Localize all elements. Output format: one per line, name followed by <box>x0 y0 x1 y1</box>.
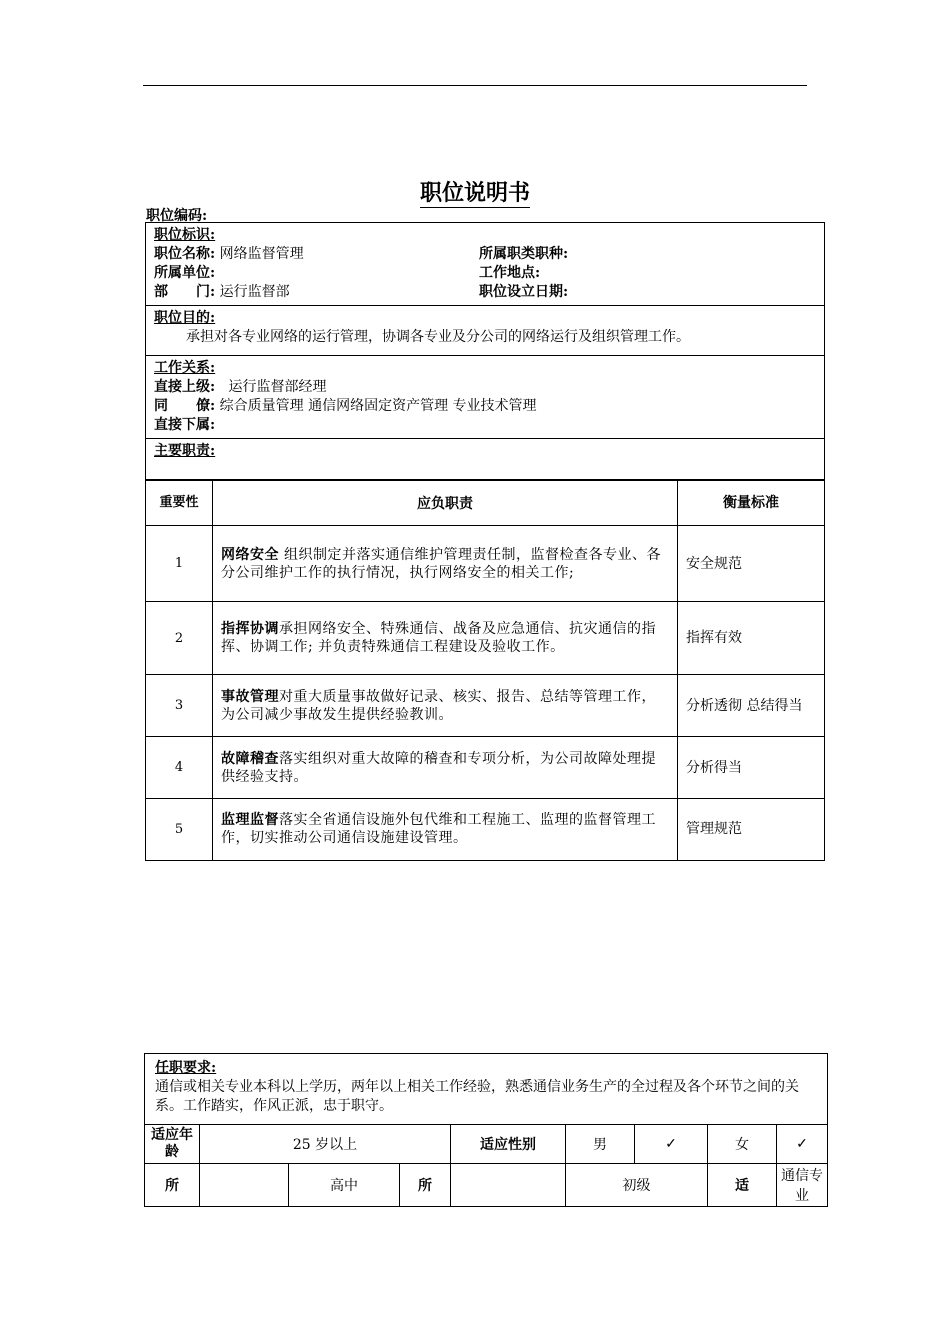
cell-c: 高中 <box>289 1164 400 1207</box>
row-num: 2 <box>146 602 213 675</box>
header-rule <box>143 85 807 86</box>
subordinate-label: 直接下属: <box>154 417 216 433</box>
row-num: 3 <box>146 675 213 737</box>
gender-male: 男 <box>566 1125 635 1164</box>
duty-title: 事故管理 <box>221 688 279 705</box>
row-duty <box>213 799 678 860</box>
qualification-table <box>145 1125 827 1206</box>
requirements-box <box>144 1053 828 1207</box>
gender-label: 适应性别 <box>451 1125 566 1164</box>
col-standard: 衡量标准 <box>678 481 825 526</box>
row-standard: 分析透彻 总结得当 <box>678 675 825 737</box>
purpose-text: 承担对各专业网络的运行管理，协调各专业及分公司的网络运行及组织管理工作。 <box>186 329 690 345</box>
setup-date-label: 职位设立日期: <box>479 284 569 300</box>
age-label: 适应年龄 <box>145 1125 200 1164</box>
col-duty: 应负职责 <box>213 481 678 526</box>
name-value: 网络监督管理 <box>219 246 304 262</box>
row-num: 4 <box>146 737 213 799</box>
relations-heading: 工作关系: <box>154 360 216 376</box>
row-num: 1 <box>146 526 213 602</box>
duty-text: 落实组织对重大故障的稽查和专项分析，为公司故障处理提供经验支持。 <box>221 750 656 785</box>
row-duty <box>213 737 678 799</box>
position-description-box <box>145 222 825 861</box>
peer-label: 同 僚: <box>154 398 216 414</box>
duty-title: 监理监督 <box>221 812 279 829</box>
document-title: 职位说明书 <box>419 180 530 206</box>
relations-section <box>146 356 824 439</box>
cell-g: 适 <box>708 1164 777 1207</box>
purpose-section <box>146 306 824 356</box>
duty-text: 落实全省通信设施外包代维和工程施工、监理的监督管理工作，切实推动公司通信设施建设管理。 <box>221 812 656 847</box>
duty-text: 对重大质量事故做好记录、核实、报告、总结等管理工作，为公司减少事故发生提供经验教训。 <box>221 688 656 723</box>
requirements-heading: 任职要求: <box>155 1060 217 1076</box>
duty-title: 故障稽查 <box>221 750 279 767</box>
row-num: 5 <box>146 799 213 860</box>
duties-table <box>146 480 824 860</box>
male-check: ✓ <box>635 1125 708 1164</box>
col-importance: 重要性 <box>146 481 213 526</box>
row-duty <box>213 675 678 737</box>
duty-text: 组织制定并落实通信维护管理责任制，监督检查各专业、各分公司维护工作的执行情况，执行网络安全的相关工作; <box>221 546 661 581</box>
table-row <box>146 799 824 860</box>
category-label: 所属职类职种: <box>479 246 569 262</box>
requirements-section <box>145 1054 827 1125</box>
position-code-label: 职位编码: <box>146 208 208 224</box>
duty-title: 网络安全 <box>221 546 279 563</box>
table-row <box>146 602 824 675</box>
cell-d: 所 <box>400 1164 451 1207</box>
dept-value: 运行监督部 <box>219 284 290 300</box>
cell-e <box>451 1164 566 1207</box>
superior-value: 运行监督部经理 <box>228 379 327 395</box>
location-label: 工作地点: <box>479 265 541 281</box>
dept-label: 部 门: <box>154 284 216 300</box>
cell-f: 初级 <box>566 1164 708 1207</box>
cell-a: 所 <box>145 1164 200 1207</box>
peer-value: 综合质量管理 通信网络固定资产管理 专业技术管理 <box>219 398 537 414</box>
female-check: ✓ <box>777 1125 828 1164</box>
identity-heading: 职位标识: <box>154 227 216 243</box>
cell-b <box>200 1164 289 1207</box>
duties-header-row <box>146 481 824 526</box>
row-standard: 分析得当 <box>678 737 825 799</box>
superior-label: 直接上级: <box>154 379 216 395</box>
row-standard: 指挥有效 <box>678 602 825 675</box>
unit-label: 所属单位: <box>154 265 216 281</box>
gender-female: 女 <box>708 1125 777 1164</box>
purpose-heading: 职位目的: <box>154 310 216 326</box>
duties-heading-section <box>146 439 824 480</box>
table-row <box>145 1164 827 1207</box>
row-standard: 管理规范 <box>678 799 825 860</box>
duty-text: 承担网络安全、特殊通信、战备及应急通信、抗灾通信的指挥、协调工作; 并负责特殊通信工程建设及验收工作。 <box>221 621 656 655</box>
identity-section <box>146 223 824 306</box>
duties-heading: 主要职责: <box>154 443 216 459</box>
table-row <box>146 675 824 737</box>
row-duty <box>213 526 678 602</box>
table-row <box>145 1125 827 1164</box>
table-row <box>146 526 824 602</box>
age-value: 25 岁以上 <box>200 1125 451 1164</box>
row-duty <box>213 602 678 675</box>
row-standard: 安全规范 <box>678 526 825 602</box>
cell-h: 通信专业 <box>777 1164 828 1207</box>
table-row <box>146 737 824 799</box>
duty-title: 指挥协调 <box>221 621 279 637</box>
requirements-text: 通信或相关专业本科以上学历，两年以上相关工作经验，熟悉通信业务生产的全过程及各个环节之间的关系。工作踏实，作风正派，忠于职守。 <box>155 1079 799 1114</box>
name-label: 职位名称: <box>154 246 216 262</box>
